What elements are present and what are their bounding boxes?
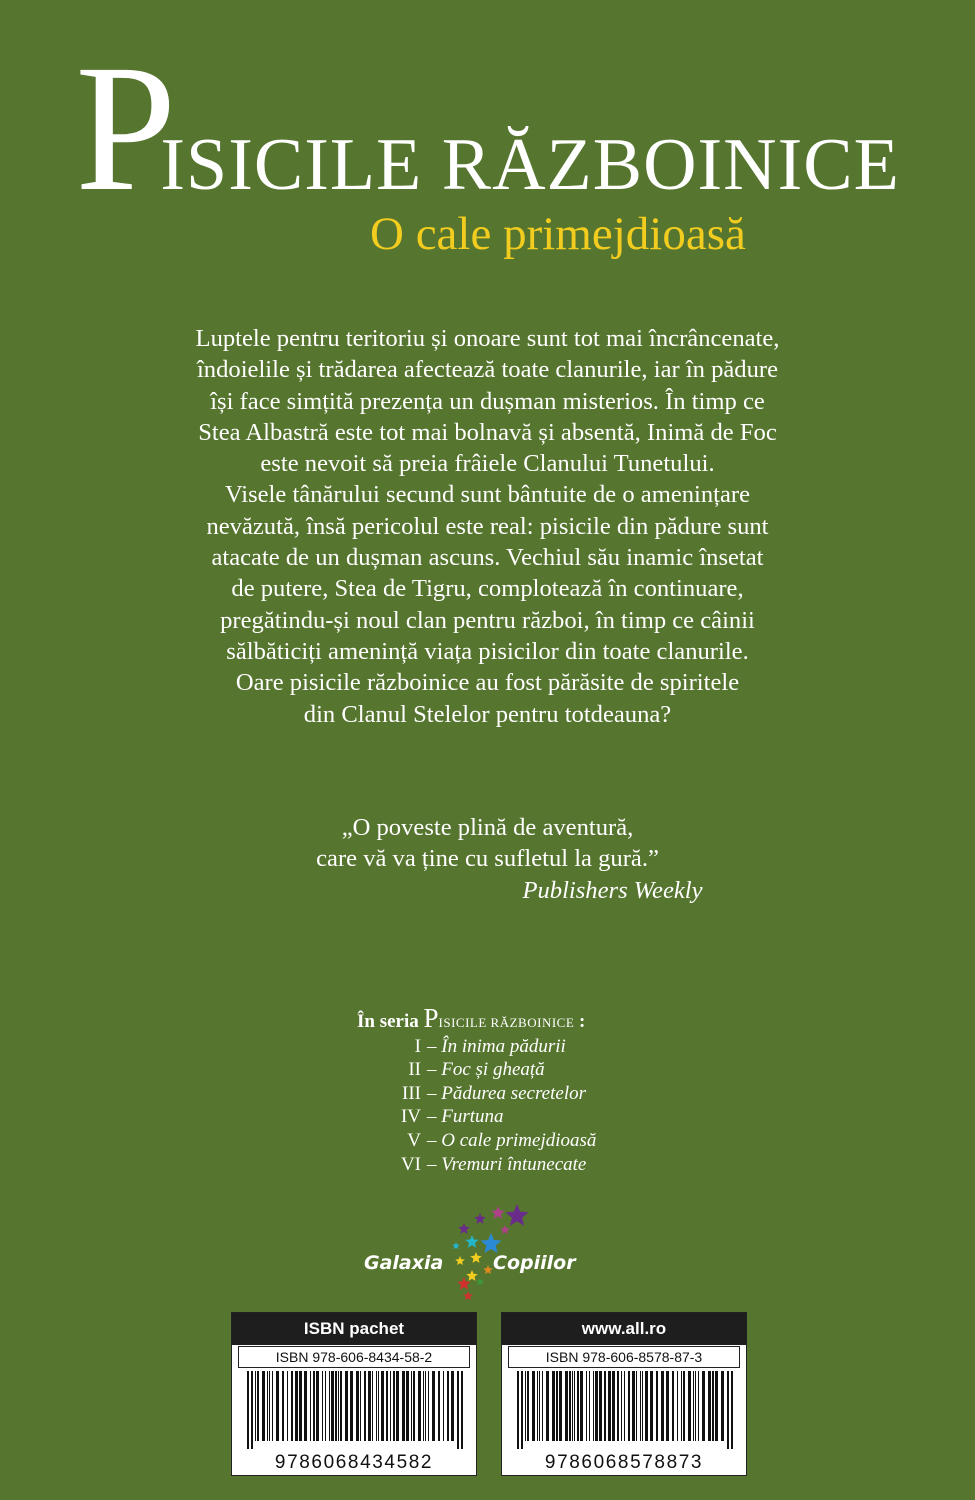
blurb-line: Luptele pentru teritoriu și onoare sunt tot mai încrâncenate, (195, 325, 780, 352)
series-heading (357, 1003, 677, 1035)
logo-star (506, 1204, 529, 1226)
barcode-bar (661, 1371, 664, 1441)
barcode-bar (527, 1371, 529, 1441)
quote-line: „O poveste plină de aventură, (341, 814, 634, 841)
barcode-bar (604, 1371, 606, 1441)
barcode-bar (681, 1371, 682, 1441)
barcode-bar (532, 1371, 535, 1441)
barcode-bar (304, 1371, 307, 1441)
barcode-bar (325, 1371, 326, 1441)
series-heading-suffix: : (579, 1011, 586, 1032)
barcode-bar (269, 1371, 270, 1441)
barcode-bar (322, 1371, 323, 1441)
barcode-bar (413, 1371, 415, 1441)
barcode-bar (393, 1371, 395, 1441)
barcode-bar (267, 1371, 268, 1441)
barcode-bar (376, 1371, 377, 1441)
barcode-bar (628, 1371, 630, 1441)
barcode-icon (511, 1371, 737, 1449)
barcode-bar (595, 1371, 598, 1441)
barcode-bar (257, 1371, 259, 1441)
isbn-code: ISBN 978-606-8434-58-2 (238, 1346, 470, 1368)
barcode-bar (438, 1371, 440, 1441)
barcode-bar (262, 1371, 265, 1441)
blurb-line: Stea Albastră este tot mai bolnavă și absentă, Inimă de Foc (198, 418, 777, 446)
logo-star (474, 1213, 485, 1224)
barcode-bar (345, 1371, 348, 1441)
logo-star (476, 1278, 484, 1285)
barcode-bar (569, 1371, 571, 1441)
blurb-line: Visele tânărului secund sunt bântuite de o amenințare (224, 481, 751, 509)
barcode-bar (698, 1371, 699, 1441)
book-subtitle: O cale primejdioasă (370, 208, 746, 260)
book-title: Pădurea secretelor (441, 1082, 586, 1104)
barcode-bar (517, 1371, 519, 1449)
barcode-bar (727, 1371, 729, 1449)
series-book-row (357, 1153, 677, 1177)
series-heading-prefix: În seria (357, 1011, 419, 1032)
barcode-bar (418, 1371, 421, 1441)
barcode-bar (702, 1371, 705, 1441)
barcode-bar (656, 1371, 658, 1441)
barcode-bar (715, 1371, 718, 1441)
quote-source: Publishers Weekly (522, 876, 703, 904)
book-number: II (408, 1059, 421, 1081)
star-cluster-icon (360, 1196, 620, 1306)
series-book-row (357, 1058, 677, 1082)
barcode-bar (525, 1371, 526, 1441)
book-number: V (407, 1129, 421, 1151)
barcode-bar (552, 1371, 555, 1441)
barcode-bar (608, 1371, 611, 1441)
blurb-line: atacate de un dușman ascuns. Vechiul său inamic însetat (211, 544, 764, 572)
blurb-line: de putere, Stea de Tigru, complotează în continuare, (231, 575, 744, 603)
book-title: Foc și gheață (441, 1059, 545, 1081)
blurb-line: este nevoit să preia frâiele Clanului Tunetului. (260, 450, 715, 478)
barcode-bar (432, 1371, 435, 1441)
series-heading-initial: P (423, 1003, 439, 1033)
barcode-bar (645, 1371, 648, 1441)
barcode-bar (636, 1371, 637, 1441)
book-title: Vremuri întunecate (441, 1153, 587, 1175)
barcode-bar (574, 1371, 575, 1441)
series-book-row (357, 1129, 677, 1153)
quote-line: care vă va ține cu sufletul la gură.” (316, 845, 659, 873)
barcode-bar (272, 1371, 273, 1441)
book-title: Furtuna (441, 1106, 504, 1128)
book-title: În inima pădurii (441, 1035, 566, 1057)
barcode-bar (282, 1371, 284, 1441)
barcode-bar (425, 1371, 426, 1441)
blurb-line: nevăzută, însă pericolul este real: pisicile din pădure sunt (206, 512, 769, 540)
blurb-line: Oare pisicile războinice au fost părăsite de spiritele (235, 669, 740, 697)
blurb-line: pregătindu-și noul clan pentru război, în timp ce câinii (220, 606, 755, 634)
logo-star (457, 1277, 470, 1290)
logo-star (481, 1233, 502, 1253)
barcode-bar (338, 1371, 339, 1441)
series-title-rest: ISICILE RĂZBOINICE (160, 124, 900, 206)
logo-star (466, 1270, 477, 1281)
blurb-line: sălbăticiți amenință viața pisicilor din toate clanurile. (226, 637, 749, 665)
book-number: I (414, 1035, 421, 1057)
logo-star (483, 1265, 493, 1274)
barcode-digits: 9786068578873 (544, 1452, 704, 1473)
book-number: IV (400, 1106, 421, 1128)
barcode-bar (721, 1371, 724, 1441)
logo-star (452, 1242, 460, 1249)
barcode-bar (666, 1371, 669, 1441)
isbn-header: ISBN pachet (232, 1313, 476, 1345)
barcode-bar (378, 1371, 379, 1441)
barcode-bar (247, 1371, 249, 1449)
blurb-line: din Clanul Stelelor pentru totdeauna? (303, 700, 672, 728)
barcode-bar (447, 1371, 449, 1441)
barcode-bar (537, 1371, 538, 1441)
publisher-logo (360, 1196, 620, 1306)
logo-star (455, 1256, 465, 1265)
barcode-bar (586, 1371, 587, 1441)
book-dash: – (427, 1059, 442, 1081)
barcode-bar (688, 1371, 691, 1441)
barcode-bar (708, 1371, 711, 1441)
barcode-bar (599, 1371, 602, 1441)
barcode-bar (731, 1371, 733, 1449)
publisher-word-galaxia: Galaxia (364, 1252, 444, 1274)
barcode-bar (556, 1371, 558, 1441)
barcode-bar (299, 1371, 302, 1441)
barcode-bar (642, 1371, 643, 1441)
barcode-bar (451, 1371, 454, 1441)
book-number: VI (400, 1153, 421, 1175)
barcode-bar (695, 1371, 696, 1441)
logo-star (470, 1252, 481, 1263)
barcode-bar (546, 1371, 549, 1441)
barcode-bar (291, 1371, 293, 1441)
logo-star (458, 1223, 469, 1234)
barcode-bar (521, 1371, 523, 1449)
blurb-line: îndoielile și trădarea afectează toate clanurile, iar în pădure (196, 356, 779, 384)
barcode-bar (310, 1371, 311, 1441)
publisher-word-copiilor: Copiilor (493, 1252, 576, 1274)
barcode-bar (372, 1371, 373, 1441)
review-quote (0, 812, 975, 906)
series-list (357, 1003, 677, 1176)
barcode-bar (461, 1371, 463, 1449)
barcode-bar (624, 1371, 625, 1441)
barcode-bar (329, 1371, 330, 1441)
barcode-bar (411, 1371, 412, 1441)
barcode-bar (677, 1371, 678, 1441)
barcode-bar (428, 1371, 429, 1441)
barcode-bar (423, 1371, 424, 1441)
barcode-bar (331, 1371, 334, 1441)
isbn-header: www.all.ro (502, 1313, 746, 1345)
book-dash: – (427, 1082, 442, 1104)
barcode-bar (402, 1371, 405, 1441)
barcode-bar (386, 1371, 388, 1441)
book-dash: – (427, 1153, 442, 1175)
barcode-icon (241, 1371, 467, 1449)
barcode-bar (251, 1371, 253, 1449)
logo-star (500, 1225, 510, 1234)
blurb-line: își face simțită prezența un dușman misterios. În timp ce (210, 387, 765, 415)
series-book-row (357, 1035, 677, 1059)
barcode-bar (542, 1371, 543, 1441)
barcode-bar (381, 1371, 384, 1441)
barcode-bar (457, 1371, 459, 1449)
barcode-bar (316, 1371, 319, 1441)
barcode-bar (693, 1371, 694, 1441)
barcode-bar (287, 1371, 288, 1441)
barcode-bar (360, 1371, 361, 1441)
book-number: III (402, 1082, 421, 1104)
barcode-bar (313, 1371, 315, 1441)
barcode-bar (577, 1371, 579, 1441)
book-dash: – (427, 1106, 442, 1128)
series-title-initial: P (75, 28, 175, 229)
barcode-bar (572, 1371, 573, 1441)
barcode-bar (683, 1371, 685, 1441)
barcode-bar (580, 1371, 583, 1441)
blurb-text (70, 323, 905, 730)
barcode-bar (621, 1371, 622, 1441)
barcode-bar (712, 1371, 714, 1441)
barcode-bar (406, 1371, 409, 1441)
series-book-row (357, 1082, 677, 1106)
barcode-bar (335, 1371, 337, 1441)
barcode-bar (390, 1371, 391, 1441)
barcode-bar (356, 1371, 359, 1441)
barcode-bar (593, 1371, 594, 1441)
barcode-bar (565, 1371, 568, 1441)
barcode-bar (589, 1371, 590, 1441)
isbn-barcode-right (501, 1312, 747, 1476)
barcode-bar (443, 1371, 444, 1441)
logo-star (465, 1235, 478, 1248)
barcode-bar (672, 1371, 674, 1441)
barcode-bar (396, 1371, 399, 1441)
series-title (0, 28, 975, 229)
barcode-bar (539, 1371, 540, 1441)
barcode-bar (368, 1371, 371, 1441)
book-title: O cale primejdioasă (441, 1129, 597, 1151)
barcode-bar (612, 1371, 615, 1441)
book-dash: – (427, 1035, 442, 1057)
barcode-bar (364, 1371, 366, 1441)
barcode-digits: 9786068434582 (274, 1452, 434, 1473)
isbn-code: ISBN 978-606-8578-87-3 (508, 1346, 740, 1368)
logo-star (463, 1291, 473, 1300)
barcode-bar (632, 1371, 635, 1441)
book-dash: – (427, 1129, 442, 1151)
barcode-bar (640, 1371, 641, 1441)
barcode-bar (295, 1371, 298, 1441)
barcode-bar (276, 1371, 279, 1441)
barcode-bar (255, 1371, 256, 1441)
barcode-bar (650, 1371, 653, 1441)
barcode-bar (340, 1371, 342, 1441)
isbn-barcode-left (231, 1312, 477, 1476)
series-book-row (357, 1105, 677, 1129)
barcode-bar (617, 1371, 619, 1441)
series-heading-rest: ISICILE RĂZBOINICE (438, 1015, 575, 1030)
barcode-bar (350, 1371, 353, 1441)
logo-star (491, 1206, 504, 1219)
barcode-bar (559, 1371, 562, 1441)
